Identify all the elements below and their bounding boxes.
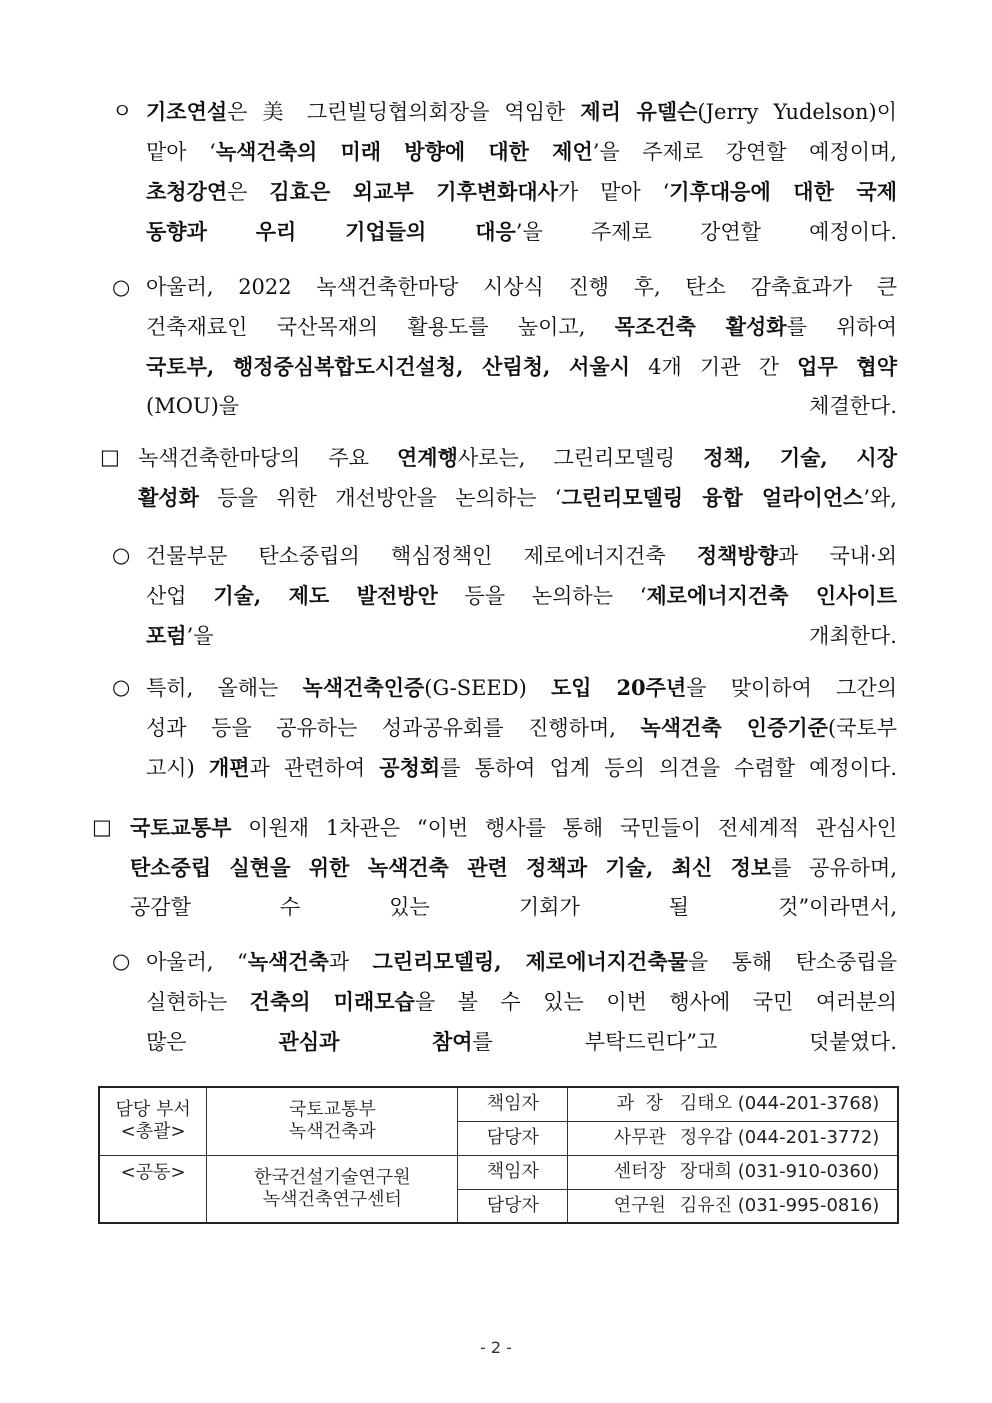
contact-name: 김유진 (031-995-0816) [679, 1194, 880, 1216]
text-line [146, 212, 897, 252]
contact-person [568, 1155, 898, 1189]
text-segment: 이원재 1차관은 “이번 행사를 통해 국민들이 전세계적 관심사인 [231, 816, 897, 840]
joint-center-name: 녹색건축연구센터 [262, 1188, 402, 1210]
bold-text: 제로에너지건축 인사이트 [646, 583, 897, 608]
paragraph-gseed [112, 668, 897, 788]
text-segment: 을 볼 수 있는 이번 행사에 국민 여러분의 [414, 990, 897, 1014]
text-line [130, 848, 897, 888]
paragraph-vice-minister [92, 808, 897, 927]
text-line [138, 478, 897, 518]
dept-division: 녹색건축과 [288, 1121, 376, 1143]
text-segment: 공감할 수 있는 기회가 될 것”이라면서, [130, 895, 897, 919]
bullet-marker: ○ [112, 675, 131, 699]
text-segment: 사로는, 그린리모델링 [457, 446, 704, 470]
text-line [138, 438, 897, 478]
bold-text: 초청강연 [146, 179, 228, 204]
contact-title: 사무관 [613, 1127, 666, 1148]
dept-name-cell [207, 1087, 458, 1155]
text-segment: 고시) [146, 756, 209, 780]
text-line [146, 307, 897, 347]
text-segment: 은 美 그린빌딩협의회장을 역임한 [227, 100, 581, 124]
text-segment: (MOU)을 체결한다. [146, 394, 897, 418]
bold-text: 연계행 [397, 445, 458, 470]
text-segment: 과 [328, 950, 373, 974]
text-segment: 를 위하여 [786, 315, 897, 339]
bold-text: 업무 협약 [797, 354, 897, 379]
page-number: - 2 - [480, 1338, 512, 1357]
text-line [146, 942, 897, 982]
text-segment: 을 통해 탄소중립을 [687, 950, 898, 974]
text-line [146, 268, 897, 307]
bold-text: 녹색건축 인증기준 [640, 715, 828, 740]
text-segment: 아울러, 2022 녹색건축한마당 시상식 진행 후, 탄소 감축효과가 큰 [146, 275, 897, 299]
text-line [146, 708, 897, 748]
role-cell: 담당자 [458, 1189, 568, 1223]
bold-text: 기후대응에 대한 국제 [669, 179, 897, 204]
contact-title: 센터장 [613, 1161, 666, 1182]
bold-text: 관심과 참여 [278, 1029, 473, 1054]
text-line [146, 132, 897, 172]
contact-title: 과 장 [616, 1093, 663, 1115]
contact-name: 정우갑 (044-201-3772) [679, 1127, 880, 1148]
text-segment: 을 맞이하여 그간의 [686, 676, 897, 700]
text-line [146, 347, 897, 387]
bold-text: 국토교통부 [130, 815, 232, 840]
text-segment: 를 공유하며, [771, 856, 897, 880]
contact-name: 장대희 (031-910-0360) [679, 1161, 880, 1182]
box-marker: □ [100, 445, 120, 469]
text-segment: (국토부 [827, 716, 897, 740]
text-segment: ’을 주제로 강연할 예정이다. [515, 220, 897, 244]
role-cell: 책임자 [458, 1087, 568, 1121]
box-marker: □ [92, 815, 112, 839]
dept-sub-label: <총괄> [120, 1121, 186, 1143]
text-segment: 건물부문 탄소중립의 핵심정책인 제로에너지건축 [146, 544, 697, 568]
bold-text: 정책방향 [696, 543, 778, 568]
text-segment: ’와, [863, 486, 897, 510]
text-line [130, 808, 897, 848]
text-segment: 등을 논의하는 ‘ [437, 584, 647, 608]
role-cell: 담당자 [458, 1121, 568, 1155]
contact-name: 김태오 (044-201-3768) [679, 1093, 880, 1115]
text-line [146, 1022, 897, 1062]
bold-text: 도입 20주년 [551, 675, 687, 700]
bold-text: 공청회 [379, 755, 441, 780]
text-line [146, 668, 897, 708]
contact-person [568, 1087, 898, 1121]
bold-text: 건축의 미래모습 [249, 989, 415, 1014]
text-line [146, 748, 897, 788]
text-segment: 를 부탁드린다”고 덧붙였다. [472, 1030, 897, 1054]
bold-text: 그린리모델링 융합 얼라이언스 [561, 485, 864, 510]
bold-text: 탄소중립 실현을 위한 녹색건축 관련 정책과 기술, 최신 정보 [130, 855, 772, 880]
text-segment: 를 통하여 업계 등의 의견을 수렴할 예정이다. [440, 756, 897, 780]
text-segment: ’을 주제로 강연할 예정이며, [592, 140, 897, 164]
bold-text: 목조건축 활성화 [614, 314, 787, 339]
text-segment: 등을 위한 개선방안을 논의하는 ‘ [198, 486, 562, 510]
paragraph-mou [112, 268, 897, 426]
bullet-marker: ㅇ [112, 99, 133, 123]
text-segment: 은 [227, 180, 270, 204]
text-line [146, 92, 897, 132]
bold-text: 기술, 제도 발전방안 [213, 583, 438, 608]
bold-text: 국토부, 행정중심복합도시건설청, 산림청, 서울시 [146, 354, 630, 379]
contact-person [568, 1121, 898, 1155]
text-segment: 맡아 ‘ [146, 140, 216, 164]
bold-text: 정책, 기술, 시장 [703, 445, 897, 470]
bold-text: 그린리모델링, 제로에너지건축물 [372, 949, 688, 974]
bold-text: 동향과 우리 기업들의 대응 [146, 219, 516, 244]
bold-text: 개편 [208, 755, 250, 780]
text-segment: 산업 [146, 584, 214, 608]
bold-text: 김효은 외교부 기후변화대사 [269, 179, 558, 204]
text-line [146, 387, 897, 426]
contact-person [568, 1189, 898, 1223]
text-line [146, 982, 897, 1022]
bullet-marker: ○ [112, 949, 131, 973]
role-cell: 책임자 [458, 1155, 568, 1189]
paragraph-related-events [100, 438, 897, 518]
dept-name: 국토교통부 [288, 1099, 376, 1121]
text-segment: 과 관련하여 [249, 756, 380, 780]
bold-text: 제리 유델슨 [580, 99, 698, 124]
bold-text: 녹색건축의 미래 방향에 대한 제언 [215, 139, 593, 164]
bold-text: 포럼 [146, 623, 187, 648]
text-segment: 과 국내·외 [777, 544, 897, 568]
text-segment: 특히, 올해는 [146, 676, 303, 700]
dept-label: 담당 부서 [115, 1099, 191, 1121]
text-segment: 녹색건축한마당의 주요 [138, 446, 397, 470]
text-segment: 4개 기관 간 [629, 355, 798, 379]
paragraph-keynote [112, 92, 897, 252]
joint-org-name: 한국건설기술연구원 [254, 1166, 411, 1188]
text-segment: ’을 개최한다. [186, 624, 897, 648]
text-segment: 많은 [146, 1030, 279, 1054]
bold-text: 활성화 [138, 485, 199, 510]
bold-text: 기조연설 [146, 99, 228, 124]
contact-title: 연구원 [613, 1194, 666, 1216]
paragraph-closing [112, 942, 898, 1062]
text-segment: (Jerry Yudelson)이 [697, 100, 897, 124]
bullet-marker: ○ [112, 275, 131, 299]
text-line [146, 616, 897, 656]
text-segment: 건축재료인 국산목재의 활용도를 높이고, [146, 315, 615, 339]
contact-table [98, 1086, 899, 1224]
text-segment: 실현하는 [146, 990, 250, 1014]
text-line [130, 888, 897, 927]
bold-text: 녹색건축 [247, 949, 329, 974]
paragraph-zero-energy-forum [112, 536, 897, 656]
text-segment: (G-SEED) [424, 676, 552, 700]
text-line [146, 536, 897, 576]
text-line [146, 172, 897, 212]
joint-label-cell: <공동> [99, 1155, 207, 1223]
text-segment: 가 맡아 ‘ [557, 180, 670, 204]
joint-name-cell [207, 1155, 458, 1223]
dept-label-cell [99, 1087, 207, 1155]
bullet-marker: ○ [112, 543, 131, 567]
bold-text: 녹색건축인증 [302, 675, 425, 700]
text-segment: 성과 등을 공유하는 성과공유회를 진행하며, [146, 716, 641, 740]
text-line [146, 576, 897, 616]
text-segment: 아울러, “ [146, 950, 248, 974]
